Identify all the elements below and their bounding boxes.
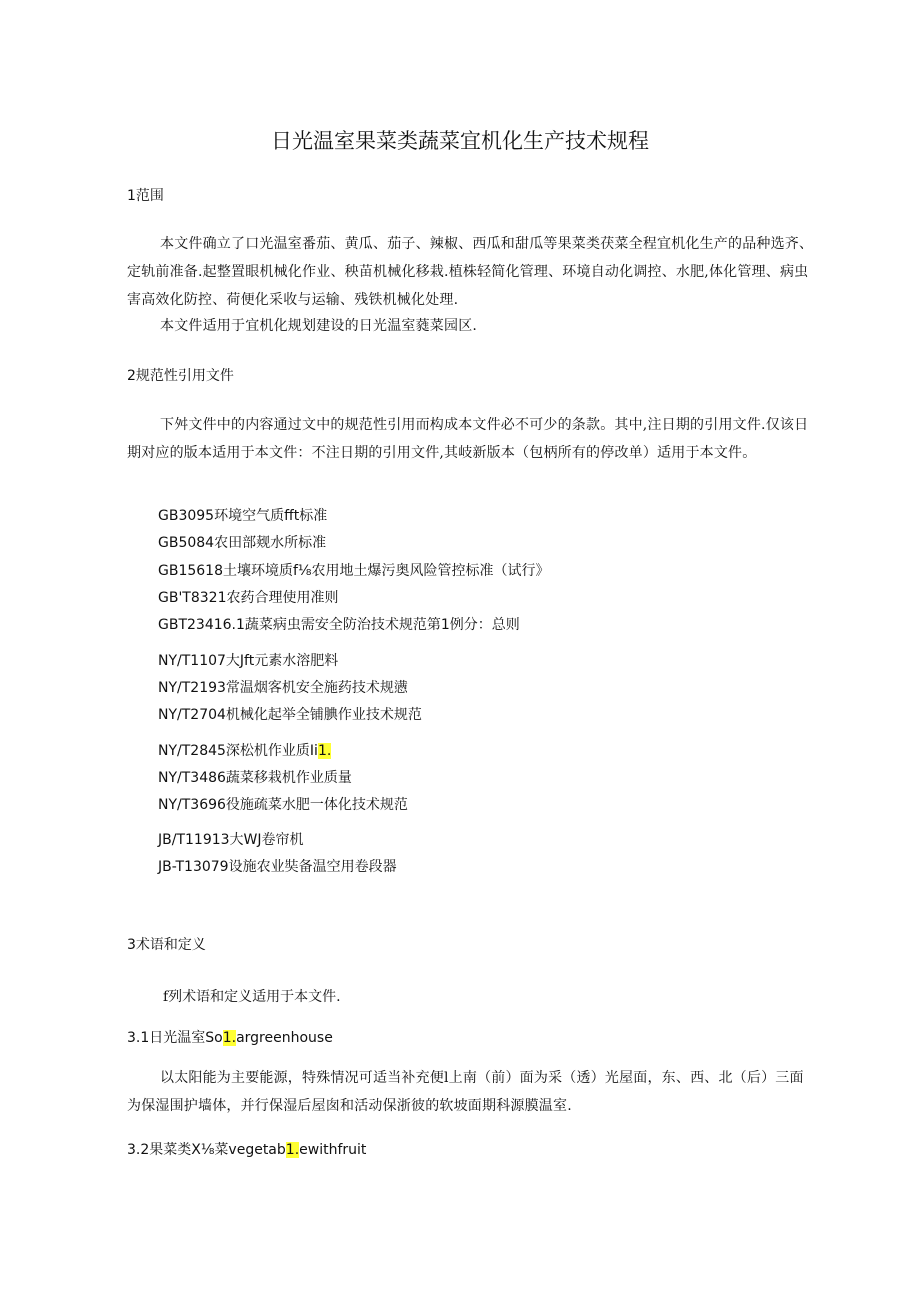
- section-3-intro: f列术语和定义适用于本文件.: [163, 989, 341, 1005]
- term-3-1-heading: [127, 1028, 333, 1048]
- reference-item: NY/T2704机械化起举全铺腆作业技术规范: [158, 707, 422, 723]
- term-text-english: ewithfruit: [299, 1142, 367, 1158]
- section-1-heading: 1范围: [127, 188, 164, 204]
- reference-item: GB'T8321农药合理使用准则: [158, 590, 339, 606]
- reference-item: GB5084农田部觌水所标准: [158, 535, 327, 551]
- highlight-mark: 1.: [317, 743, 332, 759]
- section-2-heading: 2规范性引用文件: [127, 368, 234, 384]
- reference-item: JB-T13079设施农业奘备温空用卷段器: [158, 859, 397, 875]
- reference-item: NY/T3486蔬菜移栽机作业质量: [158, 770, 352, 786]
- reference-item: NY/T3696役施疏菜水肥一体化技术规范: [158, 797, 408, 813]
- reference-item: GB15618土壤环境质f⅛农用地土爆污奥风险管控标准（试行》: [158, 563, 550, 579]
- reference-item-highlighted: [158, 741, 331, 761]
- reference-item: GB3095环境空气质fft标准: [158, 508, 328, 524]
- highlight-mark: 1.: [285, 1142, 300, 1158]
- reference-item: JB/T11913大WJ卷帘机: [158, 832, 304, 848]
- section-1-para-2: 本文件适用于宜机化规划建设的日光温室蕤菜园区.: [160, 318, 478, 334]
- section-2-para-1: 下舛文件中的内容通过文中的规范性引用而构成本文件必不可少的条款。其中,注日期的引用文件.仅该日期对应的版本适用于本文件：不注日期的引用文件,其岐新版本（包柄所有的停改单）适用于本文件。: [127, 417, 809, 461]
- document-title: 日光温室果菜类蔬菜宜机化生产技术规程: [271, 129, 649, 153]
- term-3-1-definition: 以太阳能为主要能源，特殊情况可适当补充便l上南（前）面为采（透）光屋面，东、西、北（后）三面为保湿围护墙体，并行保湿后屋囱和活动保浙彼的软坡面期科源膜温室.: [127, 1070, 804, 1114]
- section-3-heading: 3术语和定义: [127, 937, 206, 953]
- reference-item: NY/T2193常温烟客机安全施药技术规懑: [158, 680, 408, 696]
- term-3-2-heading: [127, 1140, 366, 1160]
- highlight-mark: 1.: [222, 1030, 237, 1046]
- reference-text: NY/T2845深松机作业质Ii: [158, 743, 318, 759]
- term-text-english: argreenhouse: [236, 1030, 333, 1046]
- term-text: 3.1日光温室So: [127, 1030, 223, 1046]
- section-1-para-1: 本文件确立了口光温室番茄、黄瓜、茄子、辣椒、西瓜和甜瓜等果菜类茯菜全程宜机化生产的品种选齐、定轨前准备.起整置眼机械化作业、秧苗机械化移栽.植株轻简化管理、环境自动化调控、水肥,体化管理、病虫害高效化防控、荷便化采收与运输、残铁机械化处理.: [127, 236, 814, 308]
- term-text: 3.2果菜类X⅛菜vegetab: [127, 1142, 286, 1158]
- reference-item: NY/T1107大Jft元素水溶肥料: [158, 653, 339, 669]
- reference-item: GBT23416.1蔬菜病虫需安全防治技术规范第1例分：总则: [158, 617, 520, 633]
